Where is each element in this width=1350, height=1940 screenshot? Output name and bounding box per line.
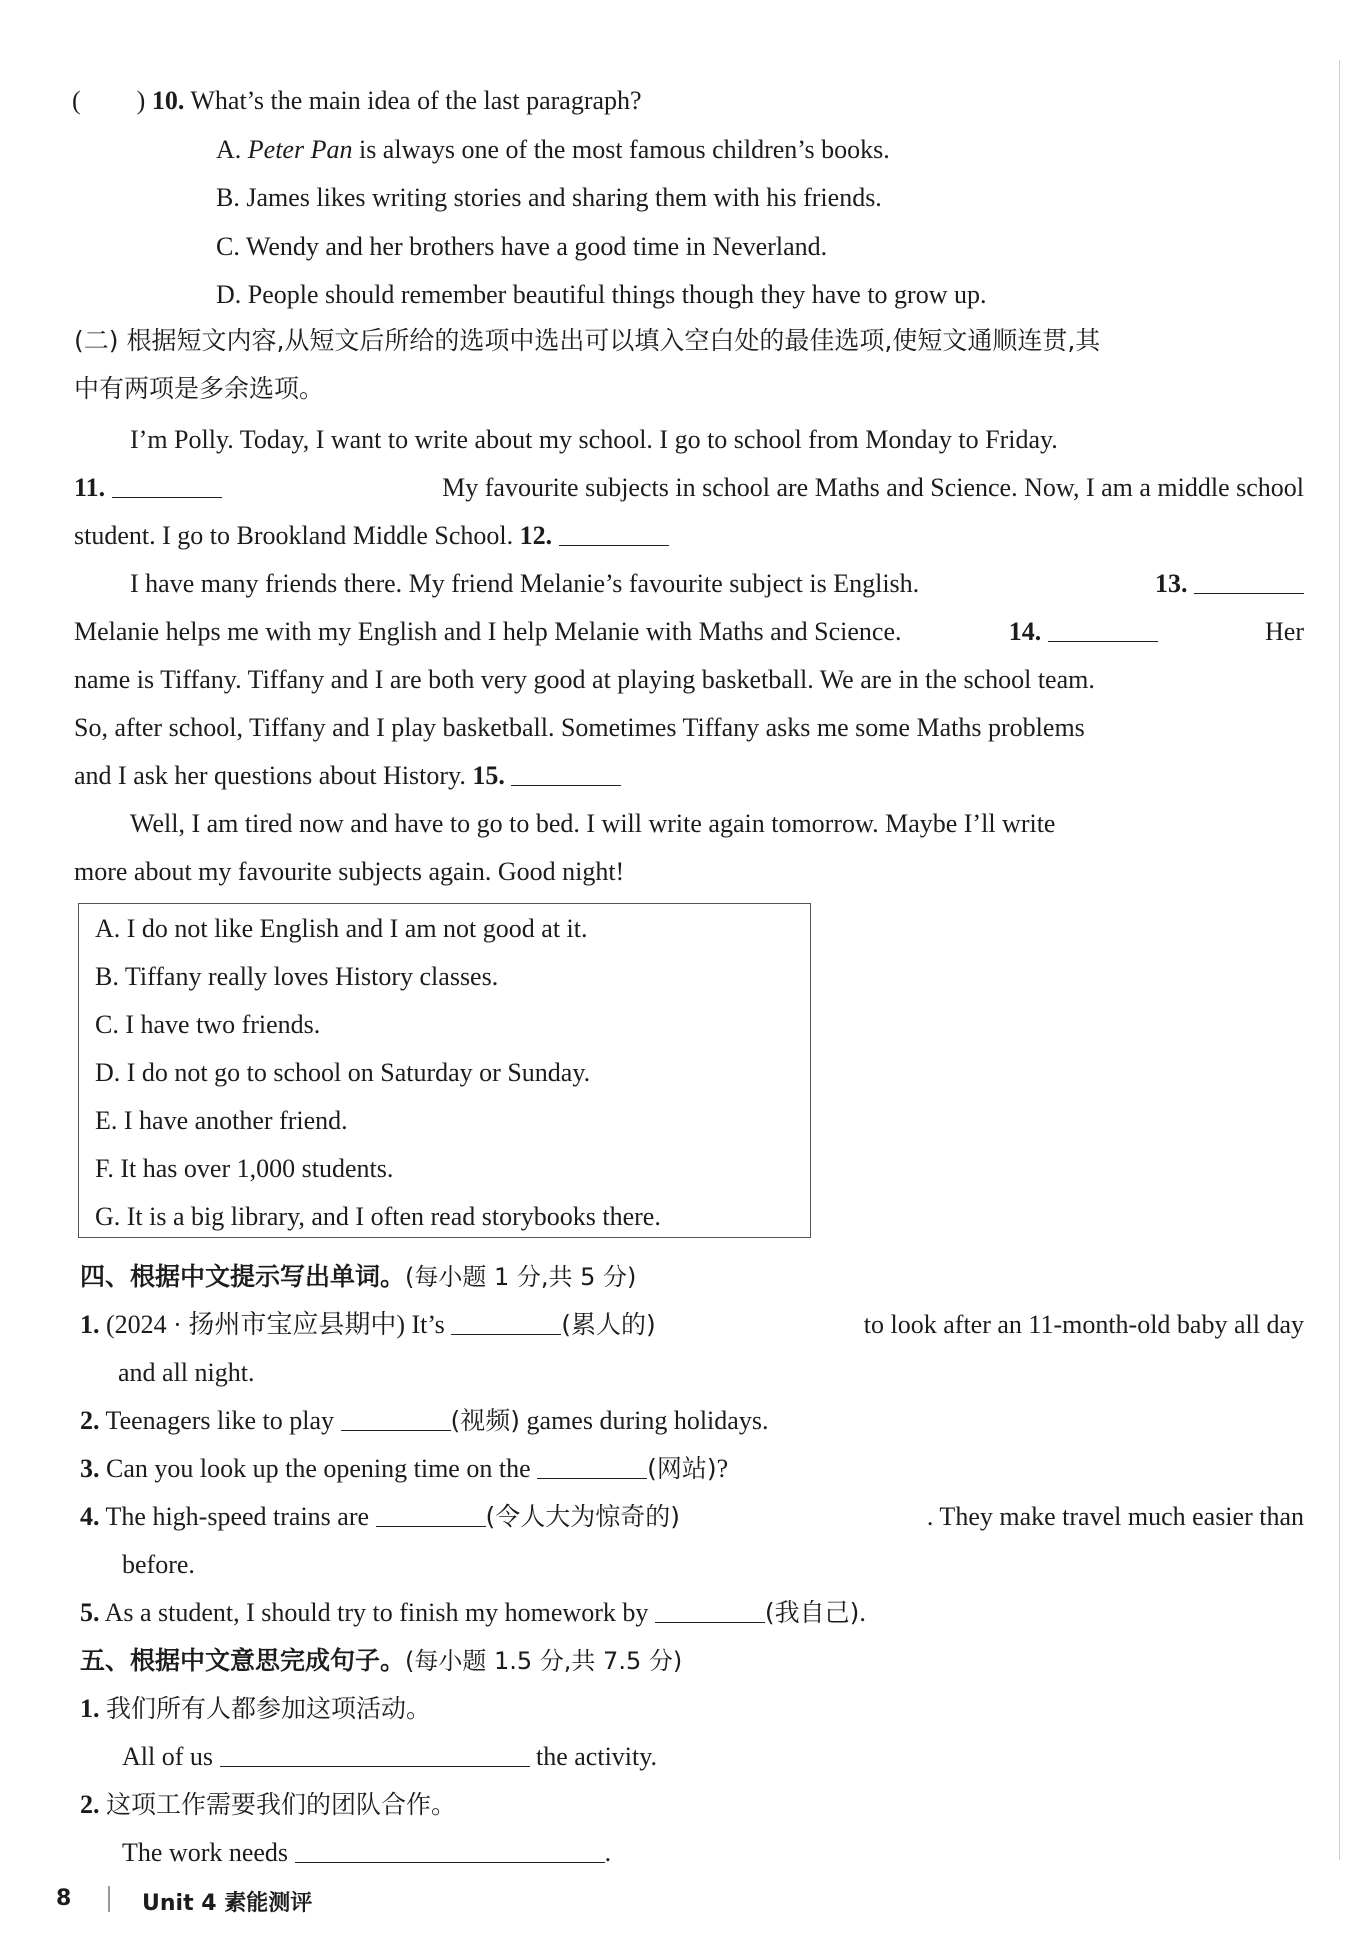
- option-c: C. I have two friends.: [95, 1010, 321, 1039]
- passage-line: [74, 519, 669, 553]
- item-text: The high-speed trains are: [105, 1502, 370, 1531]
- passage-text: My favourite subjects in school are Maths and Science. Now, I am a middle school: [442, 473, 1304, 502]
- item-text: Can you look up the opening time on the: [106, 1454, 531, 1483]
- item-number: 1.: [80, 1310, 100, 1339]
- section4-item-2: [80, 1404, 768, 1438]
- section4-item-1: [80, 1308, 1304, 1342]
- chinese-hint: (视频): [450, 1406, 521, 1435]
- chinese-hint: (令人大为惊奇的): [485, 1502, 681, 1531]
- item-text: All of us: [122, 1742, 213, 1771]
- answer-blank[interactable]: [220, 1742, 530, 1767]
- chinese-hint: (我自己): [764, 1598, 860, 1627]
- section-title: 四、根据中文提示写出单词。: [80, 1262, 406, 1291]
- blank-15[interactable]: [511, 761, 621, 786]
- item-text: (2024 · 扬州市宝应县期中) It’s: [106, 1310, 445, 1339]
- blank-13[interactable]: [1194, 569, 1304, 594]
- answer-blank[interactable]: [295, 1838, 605, 1863]
- answer-blank[interactable]: [537, 1454, 647, 1479]
- section-title: 五、根据中文意思完成句子。: [80, 1646, 406, 1675]
- item-number: 3.: [80, 1454, 100, 1483]
- option-text: James likes writing stories and sharing them with his friends.: [246, 183, 882, 212]
- chinese-hint: (累人的): [561, 1310, 656, 1339]
- option-letter: D.: [216, 280, 242, 309]
- section4-heading: [80, 1260, 636, 1294]
- blank-number-15: 15.: [472, 761, 505, 790]
- page-number: 8: [56, 1886, 72, 1911]
- options-box: [78, 903, 811, 1238]
- blank-number-12: 12.: [519, 521, 553, 550]
- section4-item-5: [80, 1596, 866, 1630]
- part2-instruction-line1: (二) 根据短文内容,从短文后所给的选项中选出可以填入空白处的最佳选项,使短文通顺连贯,其: [74, 326, 1101, 355]
- chinese-hint: (网站): [647, 1454, 717, 1483]
- part2-instruction-line2: 中有两项是多余选项。: [74, 374, 325, 403]
- item-continuation: before.: [122, 1550, 195, 1579]
- answer-blank[interactable]: [655, 1598, 765, 1623]
- item-text: .: [604, 1838, 612, 1867]
- passage-line: [74, 471, 1304, 505]
- passage-text: student. I go to Brookland Middle School.: [74, 521, 514, 550]
- passage-line: name is Tiffany. Tiffany and I are both very good at playing basketball. We are in the school team.: [74, 665, 1095, 694]
- option-letter: C.: [216, 232, 240, 261]
- footer-title: Unit 4 素能测评: [142, 1891, 313, 1916]
- passage-text: and I ask her questions about History.: [74, 761, 466, 790]
- option-letter: B.: [216, 183, 240, 212]
- item-number: 2.: [80, 1406, 100, 1435]
- option-text: Wendy and her brothers have a good time in Neverland.: [245, 232, 828, 261]
- item-text: . They make travel much easier than: [926, 1502, 1304, 1531]
- q10-option-b: [216, 181, 882, 215]
- score-note: (每小题 1.5 分,共 7.5 分): [405, 1647, 683, 1675]
- q10-stem: [72, 84, 642, 118]
- item-text: to look after an 11-month-old baby all day: [863, 1310, 1304, 1339]
- option-a: A. I do not like English and I am not good at it.: [95, 914, 588, 943]
- chinese-sentence: 我们所有人都参加这项活动。: [106, 1694, 432, 1723]
- book-title: Peter Pan: [247, 135, 353, 164]
- score-note: (每小题 1 分,共 5 分): [405, 1263, 637, 1291]
- passage-line: more about my favourite subjects again. Good night!: [74, 857, 625, 886]
- item-text: .: [859, 1598, 866, 1627]
- option-b: B. Tiffany really loves History classes.: [95, 962, 499, 991]
- blank-number-14: 14.: [1008, 617, 1042, 646]
- item-text: games during holidays.: [520, 1406, 769, 1435]
- item-number: 4.: [80, 1502, 100, 1531]
- passage-line: [74, 759, 621, 793]
- answer-blank[interactable]: [341, 1406, 451, 1431]
- blank-11[interactable]: [112, 473, 222, 498]
- question-number: 10.: [151, 86, 185, 115]
- blank-14[interactable]: [1048, 617, 1158, 642]
- item-number: 1.: [80, 1694, 100, 1723]
- footer-divider: [108, 1886, 110, 1912]
- option-f: F. It has over 1,000 students.: [95, 1154, 394, 1183]
- passage-line: [74, 615, 1304, 649]
- section5-heading: [80, 1644, 682, 1678]
- item-number: 5.: [80, 1598, 100, 1627]
- section4-item-3: [80, 1452, 728, 1486]
- item-number: 2.: [80, 1790, 100, 1819]
- item-text: ?: [716, 1454, 729, 1483]
- section4-item-4: [80, 1500, 1304, 1534]
- blank-12[interactable]: [559, 521, 669, 546]
- section5-item-1-cn: [80, 1692, 431, 1726]
- option-text: People should remember beautiful things though they have to grow up.: [247, 280, 987, 309]
- passage-line: [130, 567, 1304, 601]
- q10-option-c: [216, 230, 827, 264]
- q10-option-a: [216, 133, 890, 167]
- item-text: The work needs: [122, 1838, 289, 1867]
- section5-item-1-en: [122, 1740, 657, 1774]
- answer-blank[interactable]: [451, 1310, 561, 1335]
- item-text: As a student, I should try to finish my homework by: [104, 1598, 649, 1627]
- item-text: the activity.: [536, 1742, 658, 1771]
- blank-number-13: 13.: [1155, 569, 1188, 598]
- chinese-sentence: 这项工作需要我们的团队合作。: [106, 1790, 457, 1819]
- answer-paren-close: ): [136, 86, 146, 115]
- passage-text: Melanie helps me with my English and I help Melanie with Maths and Science.: [74, 617, 902, 646]
- answer-paren-open: (: [72, 86, 81, 115]
- blank-number-11: 11.: [74, 473, 106, 502]
- passage-line: So, after school, Tiffany and I play basketball. Sometimes Tiffany asks me some Maths problems: [74, 713, 1085, 742]
- option-e: E. I have another friend.: [95, 1106, 348, 1135]
- section5-item-2-cn: [80, 1788, 456, 1822]
- question-text: What’s the main idea of the last paragraph?: [190, 86, 642, 115]
- q10-option-d: [216, 278, 986, 312]
- item-continuation: and all night.: [118, 1358, 255, 1387]
- option-d: D. I do not go to school on Saturday or Sunday.: [95, 1058, 591, 1087]
- option-letter: A.: [216, 135, 242, 164]
- passage-text: I have many friends there. My friend Melanie’s favourite subject is English.: [130, 569, 920, 598]
- passage-line: Well, I am tired now and have to go to bed. I will write again tomorrow. Maybe I’ll write: [130, 809, 1056, 838]
- option-text: is always one of the most famous children’s books.: [352, 135, 890, 164]
- section5-item-2-en: [122, 1836, 611, 1870]
- item-text: Teenagers like to play: [105, 1406, 335, 1435]
- answer-blank[interactable]: [376, 1502, 486, 1527]
- passage-text: Her: [1265, 617, 1304, 646]
- option-g: G. It is a big library, and I often read storybooks there.: [95, 1202, 661, 1231]
- passage-line: I’m Polly. Today, I want to write about my school. I go to school from Monday to Friday.: [130, 425, 1058, 454]
